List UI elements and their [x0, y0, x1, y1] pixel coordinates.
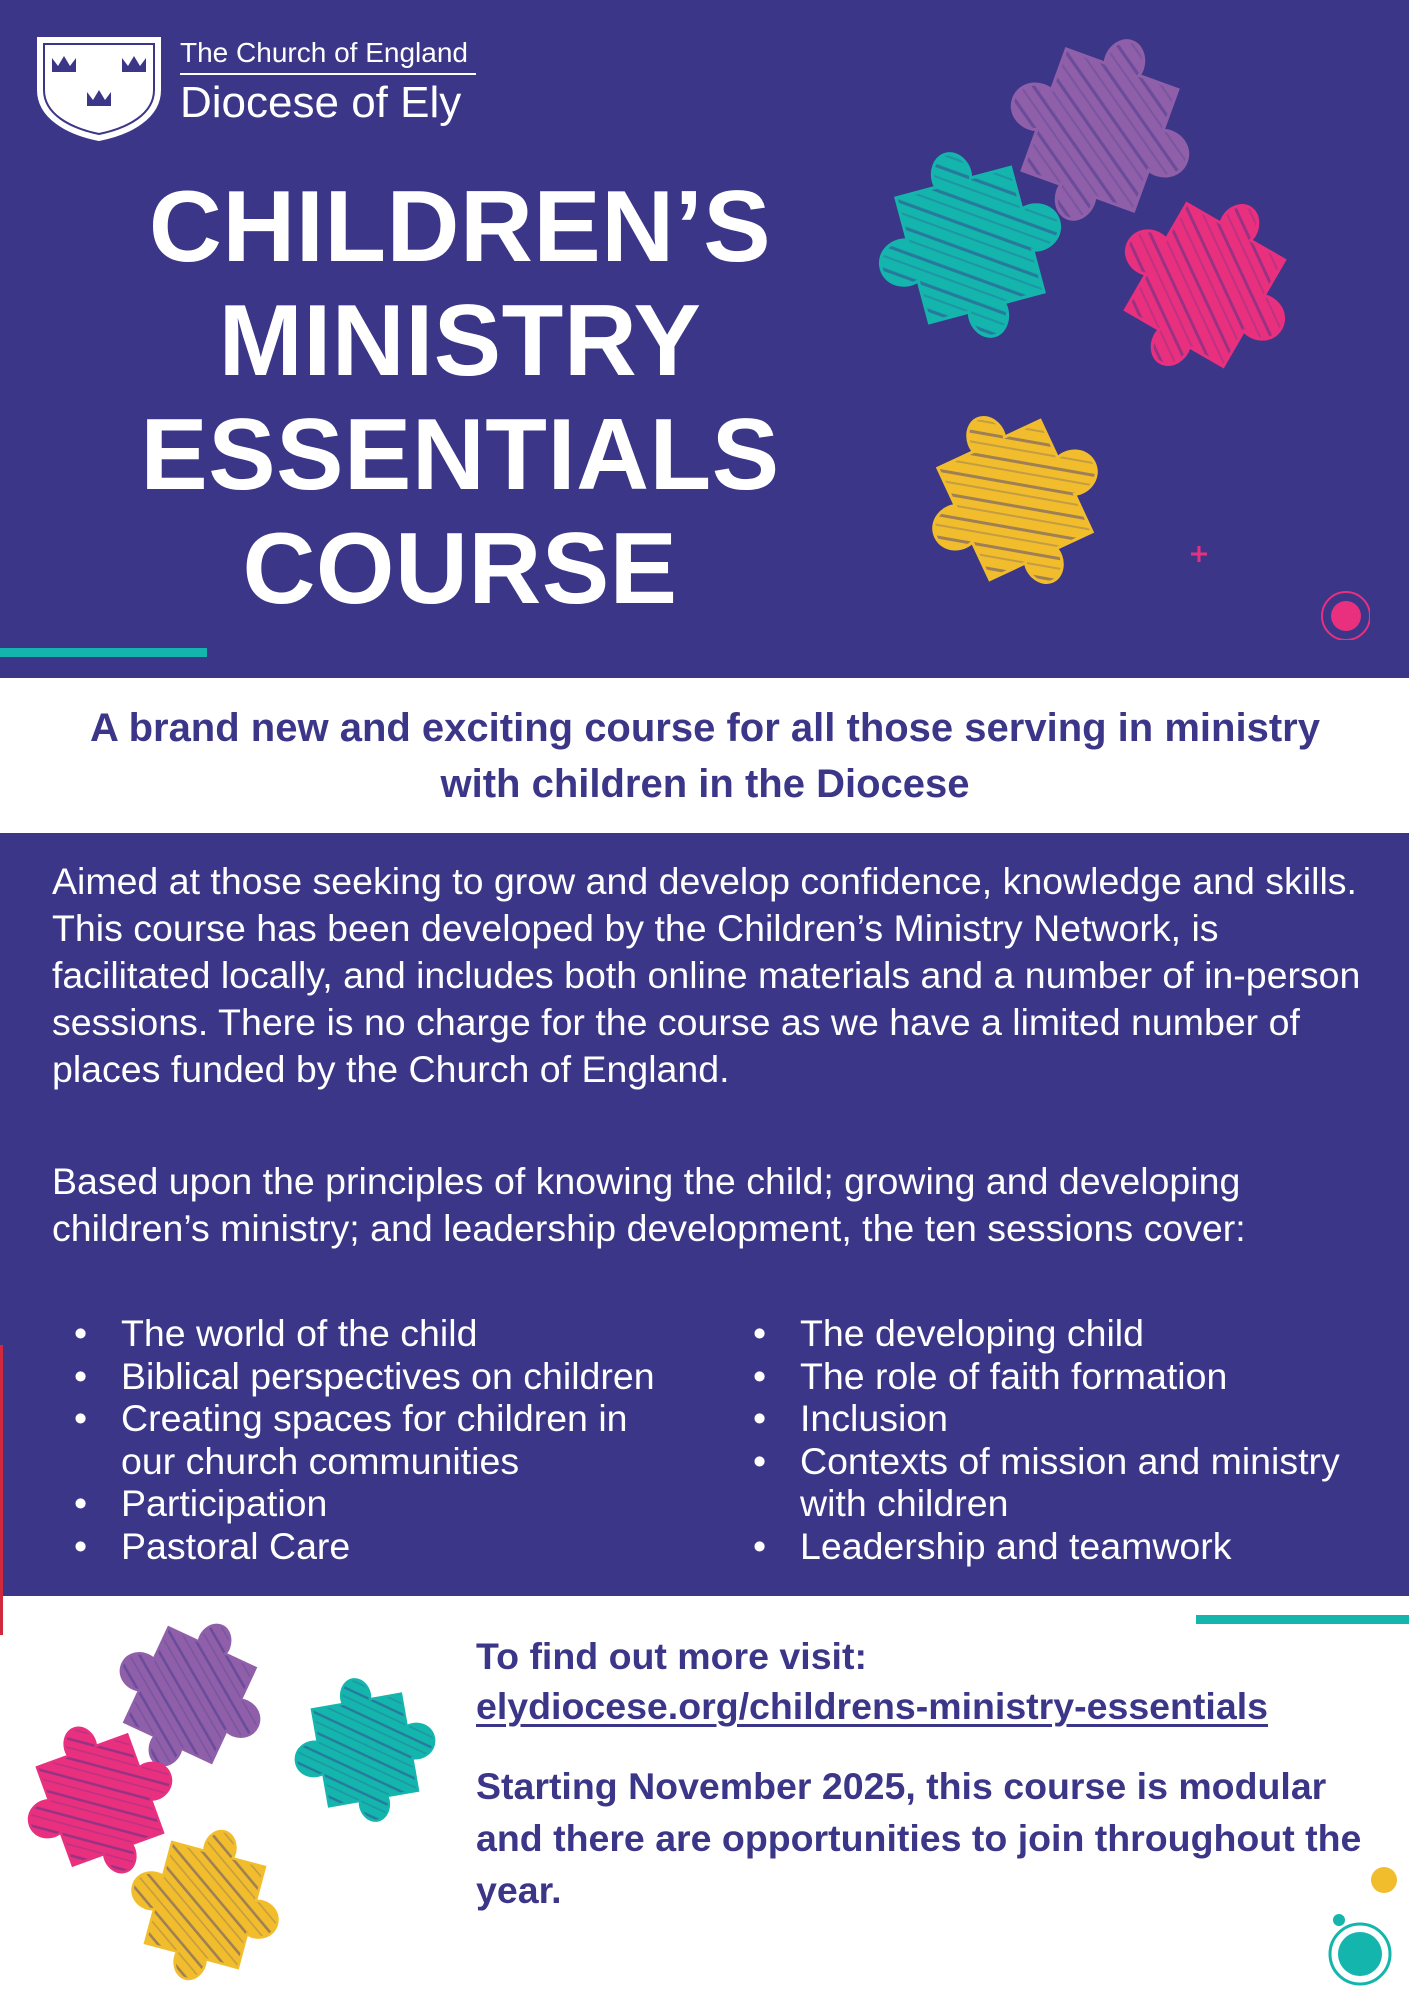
list-item: • Biblical perspectives on children	[52, 1355, 692, 1398]
sessions-list-right	[731, 1312, 1371, 1567]
course-link[interactable]: elydiocese.org/childrens-ministry-essentials	[476, 1685, 1268, 1727]
list-item: • Creating spaces for children in our church communities	[52, 1397, 692, 1482]
circle-decoration-icon	[1310, 1860, 1409, 2000]
diocese-logo	[34, 34, 468, 144]
page-title	[60, 170, 860, 626]
more-info-lead: To find out more visit:	[476, 1635, 867, 1677]
list-item: • Contexts of mission and ministry with children	[731, 1440, 1371, 1525]
list-item: • The developing child	[731, 1312, 1371, 1355]
plus-icon	[1191, 546, 1207, 562]
puzzle-pieces-top-illustration	[850, 20, 1370, 640]
edge-line	[0, 1345, 3, 1635]
logo-divider	[180, 73, 476, 75]
pink-ring-icon	[1322, 592, 1370, 640]
title-line: COURSE	[242, 513, 678, 625]
crowns-shield-icon	[34, 34, 164, 142]
logo-church-name: The Church of England	[180, 37, 468, 68]
list-item: • Inclusion	[731, 1397, 1371, 1440]
list-item: • The world of the child	[52, 1312, 692, 1355]
start-date-details: Starting November 2025, this course is modular and there are opportunities to join throughout the year.	[476, 1765, 1362, 1911]
teal-accent-bar	[0, 648, 207, 657]
list-item: • The role of faith formation	[731, 1355, 1371, 1398]
subtitle: A brand new and exciting course for all those serving in ministry with children in the Diocese	[90, 706, 1320, 806]
sessions-list-left	[52, 1312, 692, 1567]
logo-diocese-name: Diocese of Ely	[180, 78, 462, 127]
teal-accent-bar	[1196, 1615, 1409, 1624]
puzzle-piece-icon	[900, 384, 1130, 616]
puzzle-piece-icon	[285, 1669, 445, 1832]
title-line: MINISTRY	[218, 285, 702, 397]
list-item: • Leadership and teamwork	[731, 1525, 1371, 1568]
sessions-intro-paragraph: Based upon the principles of knowing the child; growing and developing children’s ministry; and leadership development, the ten sessions cover:	[52, 1160, 1246, 1249]
puzzle-pieces-bottom-illustration	[0, 1600, 470, 2000]
intro-paragraph: Aimed at those seeking to grow and develop confidence, knowledge and skills. This course has been developed by the Children’s Ministry Network, is facilitated locally, and includes both online materials and a number of in-person sessions. There is no charge for the course as we have a limited number of places funded by the Church of England.	[52, 860, 1361, 1090]
list-item: • Participation	[52, 1482, 692, 1525]
title-line: CHILDREN’S	[148, 171, 772, 283]
list-item: • Pastoral Care	[52, 1525, 692, 1568]
title-line: ESSENTIALS	[140, 399, 780, 511]
